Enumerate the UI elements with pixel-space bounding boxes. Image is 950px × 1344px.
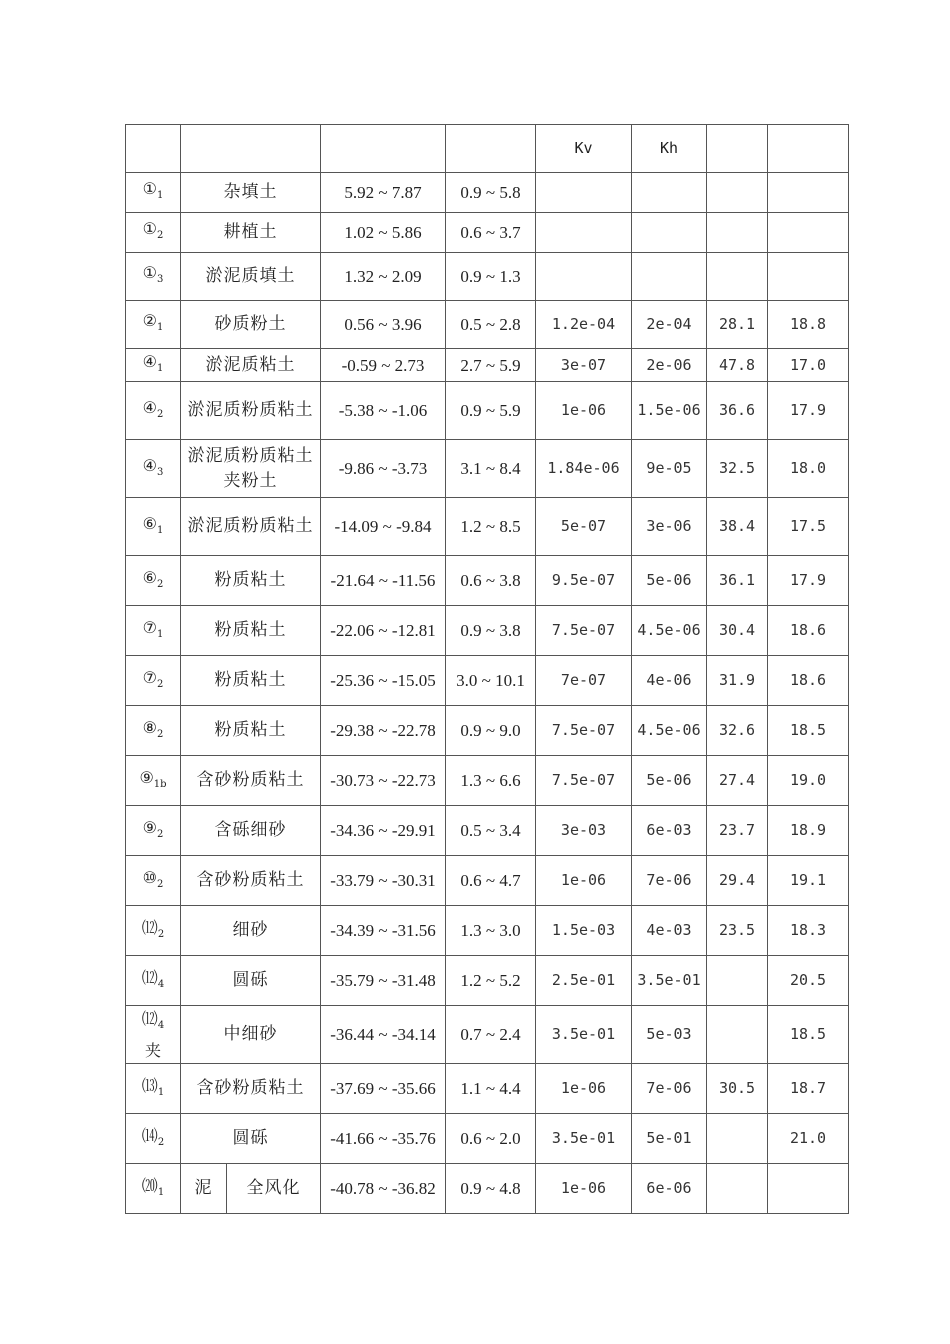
layer-id: $⑿_4$ 夹 — [126, 1006, 181, 1064]
layer-id: $①_3$ — [126, 253, 181, 301]
elevation-range: -5.38 ~ -1.06 — [321, 382, 446, 440]
kh-value: 2e-04 — [632, 301, 707, 349]
kh-value: 5e-06 — [632, 756, 707, 806]
water-content: 36.6 — [707, 382, 768, 440]
soil-name: 含砂粉质粘土 — [181, 1064, 321, 1114]
unit-weight — [768, 253, 849, 301]
layer-id: $⑩_2$ — [126, 856, 181, 906]
kv-value — [536, 213, 632, 253]
layer-id: $①_1$ — [126, 173, 181, 213]
thickness-range: 0.5 ~ 3.4 — [446, 806, 536, 856]
soil-name: 淤泥质粉质粘土夹粉土 — [181, 440, 321, 498]
kh-value: 2e-06 — [632, 349, 707, 382]
kv-header: Kv — [536, 125, 632, 173]
thickness-range: 0.9 ~ 5.9 — [446, 382, 536, 440]
table-row — [126, 856, 849, 906]
kh-value — [632, 253, 707, 301]
water-content: 36.1 — [707, 556, 768, 606]
unit-weight: 21.0 — [768, 1114, 849, 1164]
soil-name: 细砂 — [181, 906, 321, 956]
elevation-range: -25.36 ~ -15.05 — [321, 656, 446, 706]
elevation-range: -30.73 ~ -22.73 — [321, 756, 446, 806]
water-content: 29.4 — [707, 856, 768, 906]
layer-id-suffix: 夹 — [144, 1041, 161, 1061]
kv-value: 5e-07 — [536, 498, 632, 556]
kv-value: 1e-06 — [536, 1064, 632, 1114]
thickness-range: 0.6 ~ 4.7 — [446, 856, 536, 906]
table-row — [126, 706, 849, 756]
table-row — [126, 756, 849, 806]
water-content — [707, 213, 768, 253]
thickness-range: 1.3 ~ 6.6 — [446, 756, 536, 806]
kh-value: 6e-06 — [632, 1164, 707, 1214]
kh-value — [632, 213, 707, 253]
header-cell — [181, 125, 321, 173]
table-row — [126, 1114, 849, 1164]
elevation-range: -22.06 ~ -12.81 — [321, 606, 446, 656]
table-row — [126, 213, 849, 253]
unit-weight — [768, 1164, 849, 1214]
soil-name: 粉质粘土 — [181, 656, 321, 706]
elevation-range: -41.66 ~ -35.76 — [321, 1114, 446, 1164]
kv-value: 1.2e-04 — [536, 301, 632, 349]
soil-name-part: 全风化 — [227, 1164, 321, 1214]
layer-id: $⒀_1$ — [126, 1064, 181, 1114]
soil-name: 含砂粉质粘土 — [181, 856, 321, 906]
elevation-range: -40.78 ~ -36.82 — [321, 1164, 446, 1214]
thickness-range: 1.2 ~ 8.5 — [446, 498, 536, 556]
kh-value: 3e-06 — [632, 498, 707, 556]
elevation-range: -9.86 ~ -3.73 — [321, 440, 446, 498]
kh-value: 4e-06 — [632, 656, 707, 706]
thickness-range: 0.6 ~ 3.8 — [446, 556, 536, 606]
header-cell — [768, 125, 849, 173]
soil-name: 杂填土 — [181, 173, 321, 213]
header-cell — [707, 125, 768, 173]
kh-value: 3.5e-01 — [632, 956, 707, 1006]
unit-weight: 18.0 — [768, 440, 849, 498]
elevation-range: -34.39 ~ -31.56 — [321, 906, 446, 956]
table-row — [126, 301, 849, 349]
soil-name: 砂质粉土 — [181, 301, 321, 349]
water-content: 31.9 — [707, 656, 768, 706]
unit-weight: 18.5 — [768, 706, 849, 756]
elevation-range: 0.56 ~ 3.96 — [321, 301, 446, 349]
water-content: 23.5 — [707, 906, 768, 956]
elevation-range: -37.69 ~ -35.66 — [321, 1064, 446, 1114]
table-row — [126, 440, 849, 498]
thickness-range: 1.1 ~ 4.4 — [446, 1064, 536, 1114]
kv-value — [536, 253, 632, 301]
soil-name: 含砾细砂 — [181, 806, 321, 856]
soil-parameter-table — [125, 124, 849, 1214]
unit-weight: 18.8 — [768, 301, 849, 349]
water-content: 27.4 — [707, 756, 768, 806]
kv-value: 3e-03 — [536, 806, 632, 856]
thickness-range: 1.3 ~ 3.0 — [446, 906, 536, 956]
kh-value: 4e-03 — [632, 906, 707, 956]
table-row — [126, 956, 849, 1006]
soil-name: 圆砾 — [181, 1114, 321, 1164]
elevation-range: -35.79 ~ -31.48 — [321, 956, 446, 1006]
table-row — [126, 498, 849, 556]
unit-weight: 17.9 — [768, 382, 849, 440]
kv-value: 1.5e-03 — [536, 906, 632, 956]
layer-id: $⑥_1$ — [126, 498, 181, 556]
water-content — [707, 173, 768, 213]
elevation-range: -33.79 ~ -30.31 — [321, 856, 446, 906]
elevation-range: -21.64 ~ -11.56 — [321, 556, 446, 606]
layer-id: $⑧_2$ — [126, 706, 181, 756]
thickness-range: 0.6 ~ 3.7 — [446, 213, 536, 253]
water-content: 32.6 — [707, 706, 768, 756]
water-content: 47.8 — [707, 349, 768, 382]
soil-name: 圆砾 — [181, 956, 321, 1006]
soil-name: 淤泥质粉质粘土 — [181, 382, 321, 440]
thickness-range: 0.7 ~ 2.4 — [446, 1006, 536, 1064]
table-row — [126, 349, 849, 382]
water-content: 32.5 — [707, 440, 768, 498]
thickness-range: 0.9 ~ 5.8 — [446, 173, 536, 213]
table-row — [126, 253, 849, 301]
thickness-range: 0.5 ~ 2.8 — [446, 301, 536, 349]
elevation-range: 5.92 ~ 7.87 — [321, 173, 446, 213]
layer-id: $⑿_4$ — [126, 956, 181, 1006]
table-row — [126, 606, 849, 656]
table-row — [126, 656, 849, 706]
kv-value: 7.5e-07 — [536, 606, 632, 656]
unit-weight: 18.7 — [768, 1064, 849, 1114]
kh-value — [632, 173, 707, 213]
kv-value: 1.84e-06 — [536, 440, 632, 498]
soil-name-part: 泥 — [181, 1164, 227, 1214]
kv-value — [536, 173, 632, 213]
table-row — [126, 556, 849, 606]
unit-weight: 17.0 — [768, 349, 849, 382]
kv-value: 7e-07 — [536, 656, 632, 706]
elevation-range: -14.09 ~ -9.84 — [321, 498, 446, 556]
layer-id: $⒇_1$ — [126, 1164, 181, 1214]
thickness-range: 0.9 ~ 1.3 — [446, 253, 536, 301]
kv-value: 3e-07 — [536, 349, 632, 382]
kv-value: 1e-06 — [536, 382, 632, 440]
elevation-range: -34.36 ~ -29.91 — [321, 806, 446, 856]
soil-name: 耕植土 — [181, 213, 321, 253]
elevation-range: 1.32 ~ 2.09 — [321, 253, 446, 301]
table-row — [126, 1064, 849, 1114]
water-content: 30.4 — [707, 606, 768, 656]
unit-weight — [768, 213, 849, 253]
layer-id: $②_1$ — [126, 301, 181, 349]
kh-value: 7e-06 — [632, 856, 707, 906]
elevation-range: -36.44 ~ -34.14 — [321, 1006, 446, 1064]
elevation-range: 1.02 ~ 5.86 — [321, 213, 446, 253]
water-content — [707, 1114, 768, 1164]
kh-value: 5e-01 — [632, 1114, 707, 1164]
kv-value: 3.5e-01 — [536, 1006, 632, 1064]
table-row — [126, 1164, 849, 1214]
header-cell — [446, 125, 536, 173]
kv-value: 7.5e-07 — [536, 706, 632, 756]
table-row — [126, 382, 849, 440]
kh-value: 4.5e-06 — [632, 606, 707, 656]
header-row — [126, 125, 849, 173]
kv-value: 1e-06 — [536, 1164, 632, 1214]
header-cell — [321, 125, 446, 173]
water-content — [707, 956, 768, 1006]
thickness-range: 0.9 ~ 9.0 — [446, 706, 536, 756]
elevation-range: -0.59 ~ 2.73 — [321, 349, 446, 382]
unit-weight: 17.5 — [768, 498, 849, 556]
thickness-range: 3.0 ~ 10.1 — [446, 656, 536, 706]
unit-weight: 18.9 — [768, 806, 849, 856]
unit-weight: 20.5 — [768, 956, 849, 1006]
kv-value: 9.5e-07 — [536, 556, 632, 606]
kv-value: 3.5e-01 — [536, 1114, 632, 1164]
kh-header: Kh — [632, 125, 707, 173]
layer-id: $④_2$ — [126, 382, 181, 440]
unit-weight: 18.6 — [768, 606, 849, 656]
soil-name: 中细砂 — [181, 1006, 321, 1064]
soil-name: 淤泥质粉质粘土 — [181, 498, 321, 556]
unit-weight: 18.5 — [768, 1006, 849, 1064]
table-row — [126, 806, 849, 856]
unit-weight: 18.3 — [768, 906, 849, 956]
soil-name: 粉质粘土 — [181, 606, 321, 656]
kh-value: 5e-06 — [632, 556, 707, 606]
kh-value: 5e-03 — [632, 1006, 707, 1064]
soil-name: 粉质粘土 — [181, 706, 321, 756]
unit-weight — [768, 173, 849, 213]
water-content — [707, 253, 768, 301]
unit-weight: 18.6 — [768, 656, 849, 706]
elevation-range: -29.38 ~ -22.78 — [321, 706, 446, 756]
water-content — [707, 1006, 768, 1064]
kh-value: 7e-06 — [632, 1064, 707, 1114]
kv-value: 7.5e-07 — [536, 756, 632, 806]
header-cell — [126, 125, 181, 173]
kh-value: 6e-03 — [632, 806, 707, 856]
layer-id: $⑦_2$ — [126, 656, 181, 706]
water-content: 28.1 — [707, 301, 768, 349]
water-content: 38.4 — [707, 498, 768, 556]
unit-weight: 19.0 — [768, 756, 849, 806]
water-content: 23.7 — [707, 806, 768, 856]
table-row — [126, 1006, 849, 1064]
layer-id: $⑦_1$ — [126, 606, 181, 656]
layer-id: $⑥_2$ — [126, 556, 181, 606]
thickness-range: 3.1 ~ 8.4 — [446, 440, 536, 498]
layer-id: $④_1$ — [126, 349, 181, 382]
thickness-range: 1.2 ~ 5.2 — [446, 956, 536, 1006]
kh-value: 4.5e-06 — [632, 706, 707, 756]
layer-id: $⑨_{1b}$ — [126, 756, 181, 806]
water-content — [707, 1164, 768, 1214]
soil-name: 淤泥质粘土 — [181, 349, 321, 382]
soil-name: 粉质粘土 — [181, 556, 321, 606]
thickness-range: 2.7 ~ 5.9 — [446, 349, 536, 382]
kv-value: 2.5e-01 — [536, 956, 632, 1006]
thickness-range: 0.9 ~ 4.8 — [446, 1164, 536, 1214]
kv-value: 1e-06 — [536, 856, 632, 906]
table-row — [126, 173, 849, 213]
layer-id: $⑿_2$ — [126, 906, 181, 956]
layer-id: $⒁_2$ — [126, 1114, 181, 1164]
kh-value: 9e-05 — [632, 440, 707, 498]
layer-id: $④_3$ — [126, 440, 181, 498]
table-row — [126, 906, 849, 956]
soil-name: 淤泥质填土 — [181, 253, 321, 301]
layer-id: $⑨_2$ — [126, 806, 181, 856]
unit-weight: 19.1 — [768, 856, 849, 906]
thickness-range: 0.9 ~ 3.8 — [446, 606, 536, 656]
kh-value: 1.5e-06 — [632, 382, 707, 440]
soil-name: 含砂粉质粘土 — [181, 756, 321, 806]
thickness-range: 0.6 ~ 2.0 — [446, 1114, 536, 1164]
water-content: 30.5 — [707, 1064, 768, 1114]
layer-id: $①_2$ — [126, 213, 181, 253]
unit-weight: 17.9 — [768, 556, 849, 606]
